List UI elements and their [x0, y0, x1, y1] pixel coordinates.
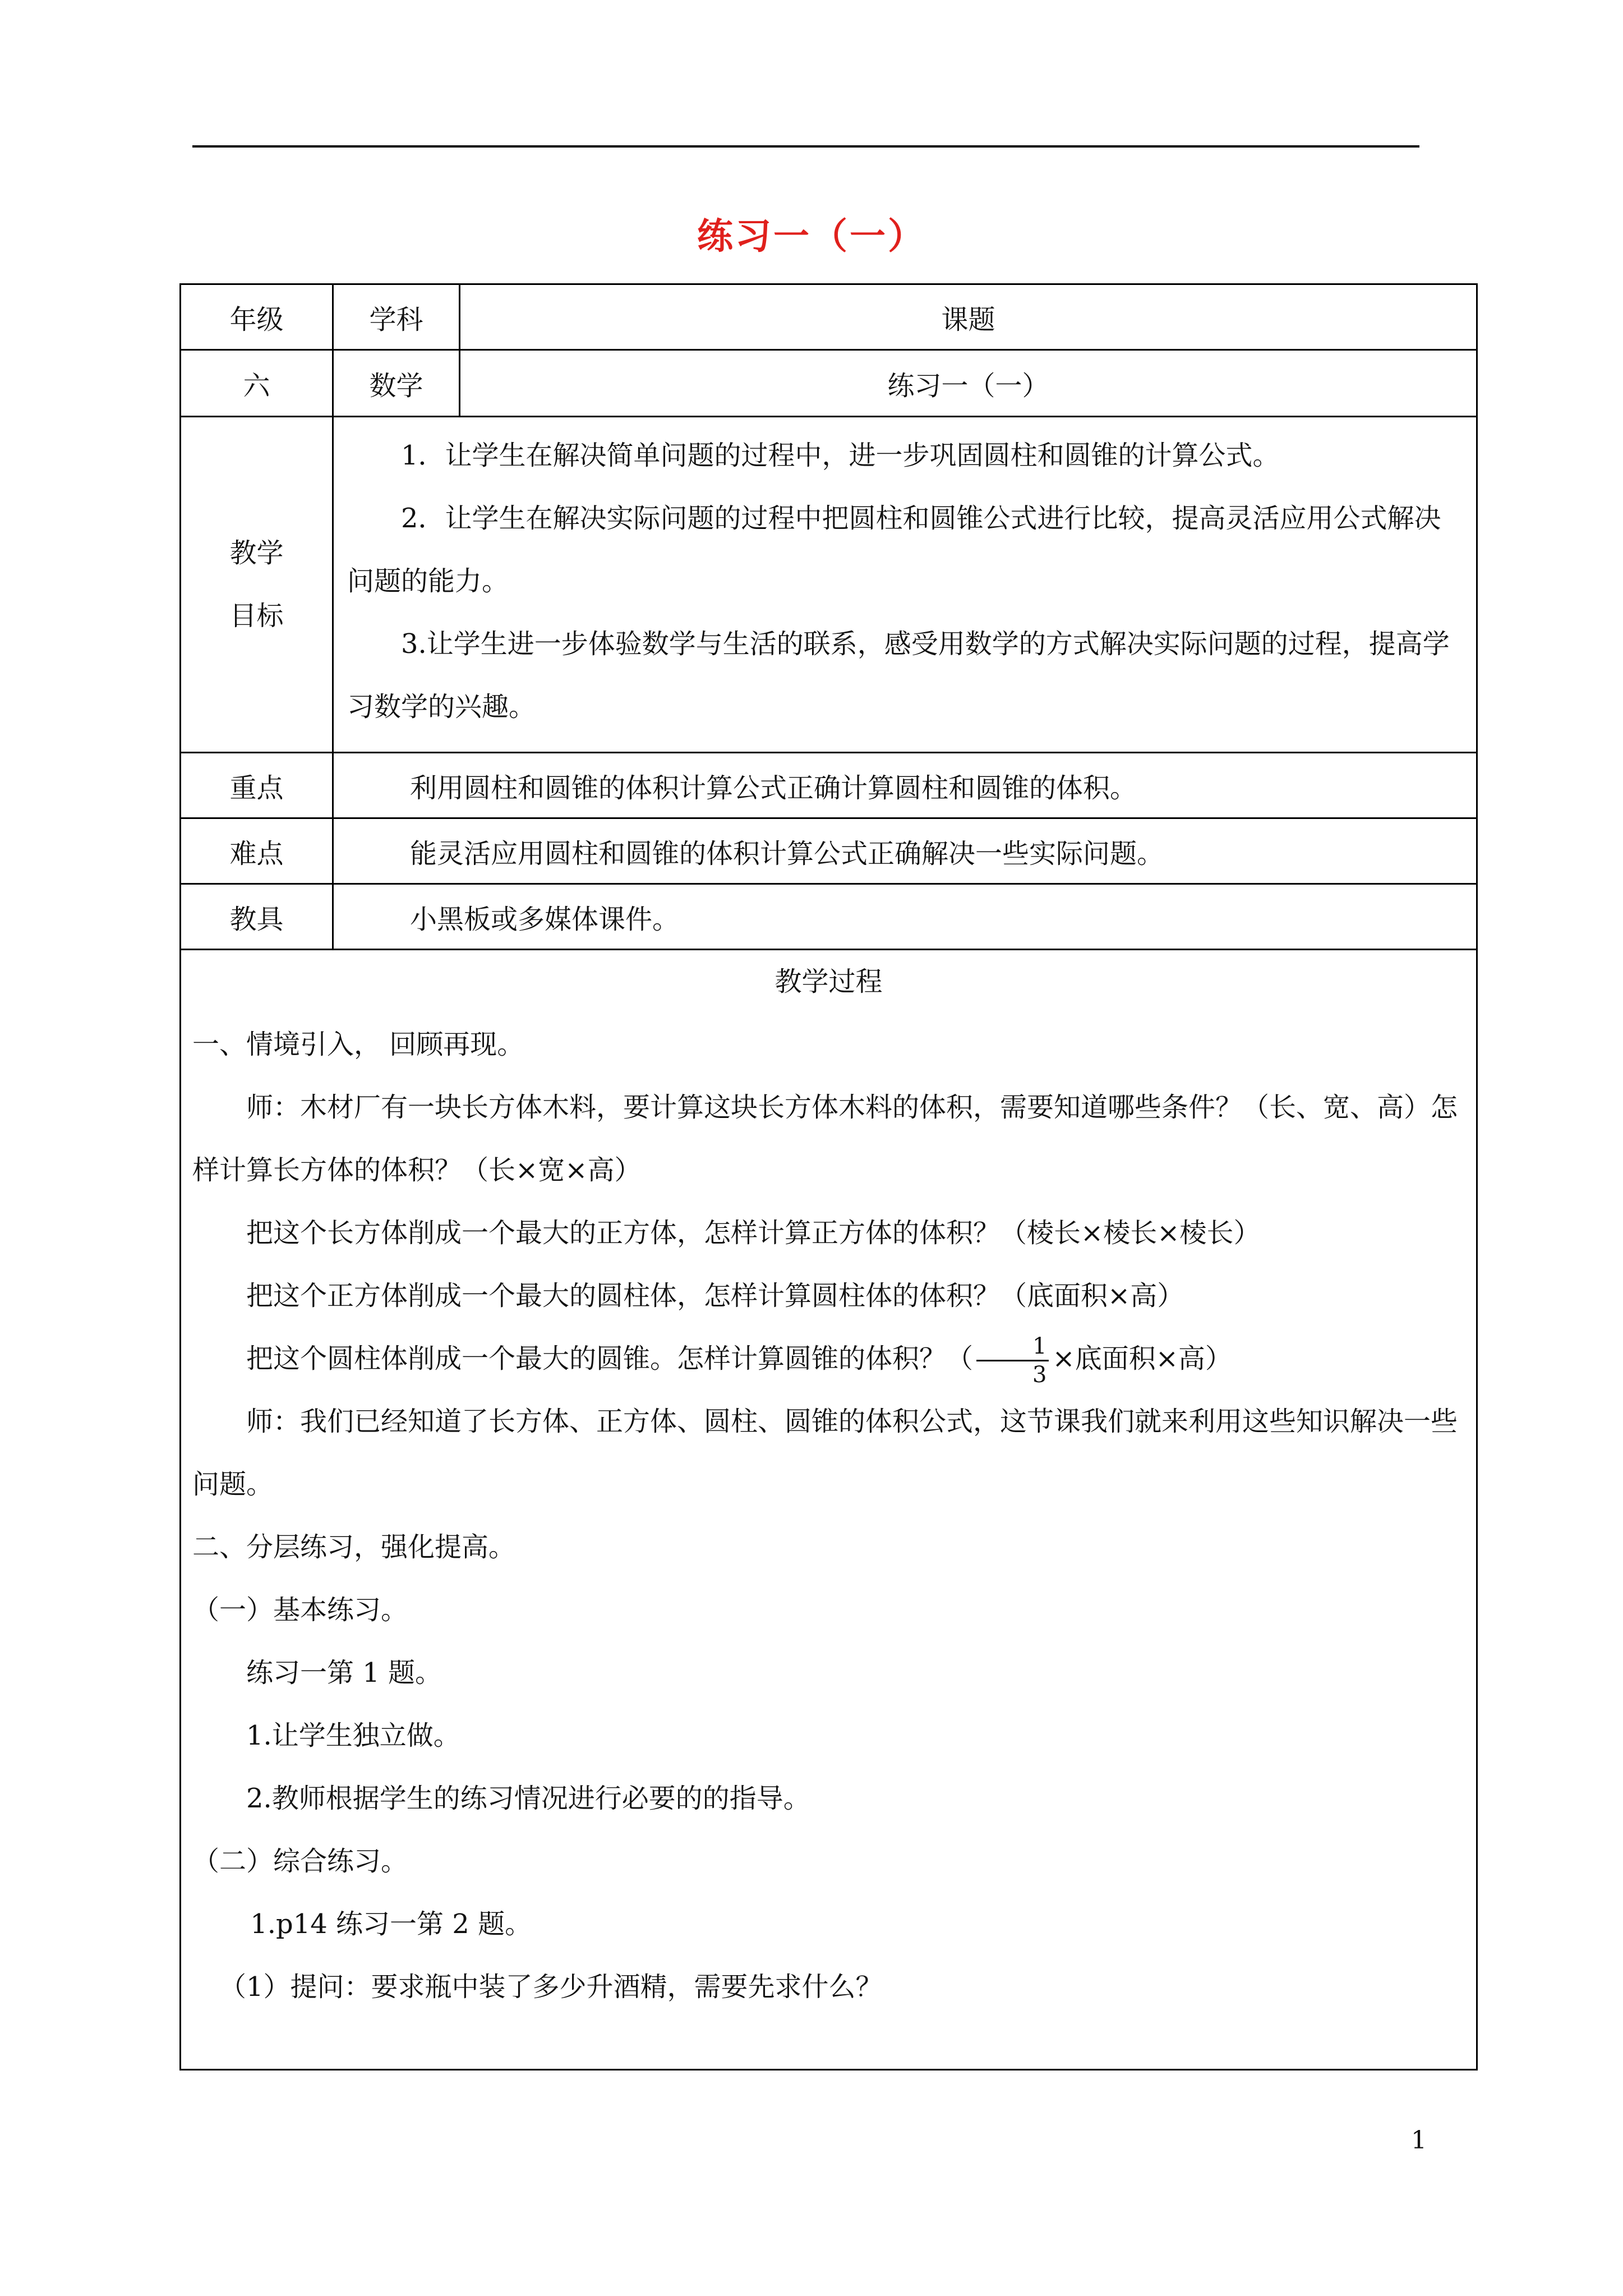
basic-item-2: 1.让学生独立做。	[246, 1720, 460, 1751]
basic-item-3: 2.教师根据学生的练习情况进行必要的的指导。	[246, 1783, 810, 1814]
one-third-fraction	[976, 1333, 1049, 1388]
fraction-denominator: 3	[1032, 1362, 1047, 1388]
page-title: 练习一（一）	[697, 215, 926, 257]
process-paragraph-4	[192, 1327, 1465, 1390]
process-title: 教学过程	[774, 966, 883, 997]
goals-label-line1: 教学	[229, 537, 284, 569]
table-info-row	[181, 350, 1477, 417]
section-heading-1: 一、情境引入， 回顾再现。	[192, 1029, 524, 1060]
tools-text: 小黑板或多媒体课件。	[333, 884, 1477, 950]
value-topic: 练习一（一）	[460, 350, 1477, 417]
header-grade: 年级	[181, 284, 333, 350]
goal-item-3: 3.让学生进一步体验数学与生活的联系，感受用数学的方式解决实际问题的过程，提高学习数学的兴趣。	[347, 628, 1450, 723]
key-point-label: 重点	[181, 753, 333, 818]
header-subject: 学科	[333, 284, 460, 350]
process-paragraph-1: 师：木材厂有一块长方体木料，要计算这块长方体木料的体积，需要知道哪些条件？（长、宽、高）怎样计算长方体的体积？（长×宽×高）	[192, 1092, 1458, 1186]
subsection-heading-1: （一）基本练习。	[192, 1594, 408, 1626]
value-grade: 六	[181, 350, 333, 417]
goal-item-1: 1．让学生在解决简单问题的过程中，进一步巩固圆柱和圆锥的计算公式。	[401, 440, 1280, 471]
key-point-row	[181, 753, 1477, 818]
goals-row	[181, 417, 1477, 753]
process-row	[181, 950, 1477, 2070]
process-content	[181, 950, 1477, 2070]
comprehensive-item-1: 1.p14 练习一第 2 题。	[250, 1908, 532, 1940]
section-heading-2: 二、分层练习，强化提高。	[192, 1531, 516, 1563]
header-rule	[192, 145, 1419, 148]
basic-item-1: 练习一第 1 题。	[246, 1657, 442, 1688]
goals-label	[181, 417, 333, 753]
p4-text-after: ×底面积×高）	[1052, 1343, 1232, 1374]
table-header-row	[181, 284, 1477, 350]
value-subject: 数学	[333, 350, 460, 417]
header-topic: 课题	[460, 284, 1477, 350]
process-paragraph-3: 把这个正方体削成一个最大的圆柱体，怎样计算圆柱体的体积？（底面积×高）	[246, 1280, 1184, 1312]
p4-text-before: 把这个圆柱体削成一个最大的圆锥。怎样计算圆锥的体积？（	[246, 1343, 974, 1374]
difficulty-text: 能灵活应用圆柱和圆锥的体积计算公式正确解决一些实际问题。	[333, 818, 1477, 884]
process-paragraph-5: 师：我们已经知道了长方体、正方体、圆柱、圆锥的体积公式，这节课我们就来利用这些知识解决一些问题。	[192, 1406, 1458, 1500]
difficulty-label: 难点	[181, 818, 333, 884]
tools-label: 教具	[181, 884, 333, 950]
page-number: 1	[1411, 2126, 1427, 2155]
goals-content	[333, 417, 1477, 753]
lesson-plan-table	[179, 283, 1478, 2070]
fraction-numerator: 1	[976, 1333, 1049, 1361]
tools-row	[181, 884, 1477, 950]
difficulty-row	[181, 818, 1477, 884]
goal-item-2: 2．让学生在解决实际问题的过程中把圆柱和圆锥公式进行比较，提高灵活应用公式解决问题的能力。	[347, 503, 1441, 597]
process-paragraph-2: 把这个长方体削成一个最大的正方体，怎样计算正方体的体积？（棱长×棱长×棱长）	[246, 1217, 1261, 1249]
key-point-text: 利用圆柱和圆锥的体积计算公式正确计算圆柱和圆锥的体积。	[333, 753, 1477, 818]
goals-label-line2: 目标	[229, 600, 284, 632]
comprehensive-item-2: （1）提问：要求瓶中装了多少升酒精，需要先求什么？	[219, 1971, 883, 2003]
subsection-heading-2: （二）综合练习。	[192, 1846, 408, 1877]
